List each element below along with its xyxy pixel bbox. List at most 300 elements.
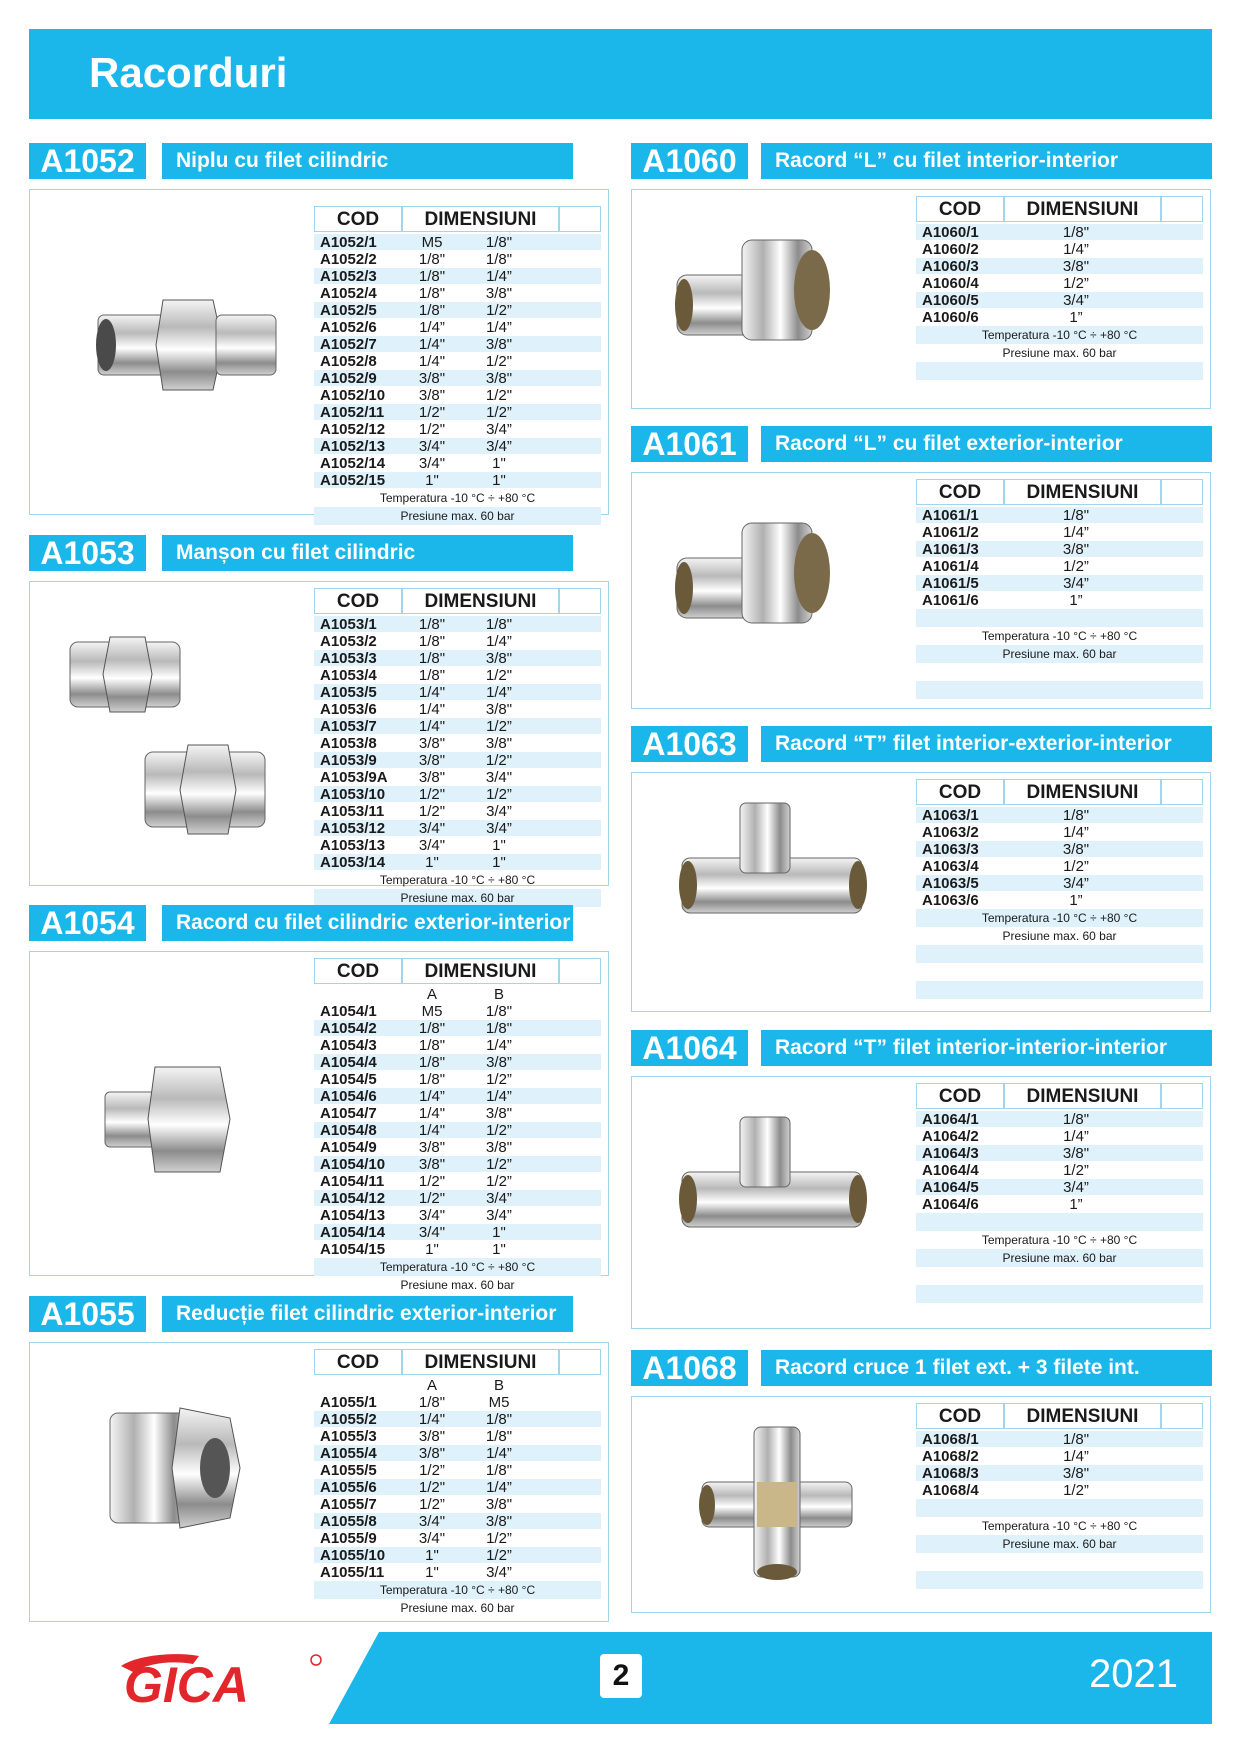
code-cell: A1055/11	[320, 1564, 385, 1581]
table-row	[314, 1122, 601, 1139]
code-cell: A1055/9	[320, 1530, 377, 1547]
dim-a-cell: 1/2”	[1063, 858, 1089, 875]
blank-row	[916, 1571, 1203, 1589]
dim-a-cell: 1/8"	[1062, 507, 1090, 524]
code-cell: A1054/13	[320, 1207, 386, 1224]
table-row	[314, 1411, 601, 1428]
dim-a-cell: 1/8"	[1062, 1431, 1090, 1448]
product-code-badge: A1061	[631, 426, 748, 462]
table-row	[314, 353, 601, 370]
temperature-note: Temperatura -10 °C ÷ +80 °C	[916, 909, 1203, 927]
code-cell: A1060/4	[922, 275, 979, 292]
dim-a-cell: 1/4”	[419, 319, 445, 336]
table-row	[916, 1179, 1203, 1196]
col-header-dimensiuni: DIMENSIUNI	[402, 588, 559, 614]
dim-b-cell: 1/2”	[486, 302, 512, 319]
col-header-empty	[559, 1349, 601, 1375]
dim-b-cell: 3/8"	[485, 1105, 513, 1122]
product-code-badge: A1055	[29, 1296, 146, 1332]
table-row	[314, 251, 601, 268]
table-row	[916, 275, 1203, 292]
code-cell: A1055/7	[320, 1496, 377, 1513]
dim-b-cell: 1/4”	[486, 1479, 512, 1496]
code-cell: A1054/2	[320, 1020, 377, 1037]
code-cell: A1061/3	[922, 541, 979, 558]
product-photo	[672, 1107, 872, 1262]
blank-row	[916, 1213, 1203, 1231]
dim-a-cell: 1/4"	[418, 1411, 446, 1428]
code-cell: A1068/2	[922, 1448, 979, 1465]
dim-a-cell: 3/4”	[1063, 1179, 1089, 1196]
table-row	[916, 1145, 1203, 1162]
product-box	[631, 1076, 1211, 1329]
blank-row	[916, 609, 1203, 627]
col-header-empty	[559, 206, 601, 232]
pressure-note: Presiune max. 60 bar	[916, 645, 1203, 663]
dim-a-cell: 1/4"	[418, 1105, 446, 1122]
dim-a-cell: 1”	[1069, 1196, 1083, 1213]
table-row	[916, 892, 1203, 909]
table-row	[916, 524, 1203, 541]
col-header-cod: COD	[916, 1083, 1004, 1109]
page-header-banner	[29, 29, 1212, 119]
product-photo	[88, 260, 288, 425]
table-row	[916, 824, 1203, 841]
dim-a-cell: 1/2"	[418, 421, 446, 438]
table-row	[314, 302, 601, 319]
dim-a-cell: 1/4"	[418, 718, 446, 735]
dim-a-cell: 1/2”	[419, 1496, 445, 1513]
pressure-note: Presiune max. 60 bar	[400, 1278, 515, 1292]
dim-a-cell: 3/4"	[418, 1530, 446, 1547]
dim-a-cell: 1/2"	[418, 1479, 446, 1496]
page-footer-banner	[29, 1632, 1212, 1724]
code-cell: A1063/6	[922, 892, 979, 909]
code-cell: A1064/1	[922, 1111, 979, 1128]
dim-b-cell: 1/2”	[486, 1156, 512, 1173]
code-cell: A1068/4	[922, 1482, 979, 1499]
dim-a-cell: 1/8"	[418, 251, 446, 268]
code-cell: A1061/4	[922, 558, 979, 575]
product-name: Niplu cu filet cilindric	[162, 143, 573, 179]
dim-a-cell: 1/2”	[1063, 1162, 1089, 1179]
dim-a-cell: 1/2"	[418, 786, 446, 803]
dim-a-cell: 1/2”	[1063, 1482, 1089, 1499]
brand-text: GICA	[124, 1657, 249, 1713]
dim-a-cell: 3/8"	[418, 752, 446, 769]
dim-b-cell: 1"	[492, 1224, 506, 1241]
dim-b-cell: 1/8"	[485, 234, 513, 251]
product-name: Racord “L” cu filet interior-interior	[761, 143, 1212, 179]
dim-b-cell: 1"	[492, 472, 506, 489]
dim-b-cell: 1/8"	[485, 251, 513, 268]
table-row	[314, 1139, 601, 1156]
dim-b-cell: 3/4”	[486, 820, 512, 837]
table-row	[314, 1105, 601, 1122]
code-cell: A1054/15	[320, 1241, 386, 1258]
dim-a-cell: 1/8"	[418, 285, 446, 302]
code-cell: A1060/3	[922, 258, 979, 275]
col-header-cod: COD	[916, 779, 1004, 805]
code-cell: A1052/4	[320, 285, 377, 302]
product-box	[631, 472, 1211, 709]
table-row	[314, 1462, 601, 1479]
table-row	[314, 472, 601, 489]
dim-a-cell: 1/8"	[418, 633, 446, 650]
product-photo	[50, 612, 280, 847]
code-cell: A1054/14	[320, 1224, 386, 1241]
dim-b-cell: 1/8"	[485, 616, 513, 633]
table-row	[314, 1224, 601, 1241]
dim-a-cell: M5	[421, 1003, 443, 1020]
product-box	[29, 1342, 609, 1622]
pressure-note: Presiune max. 60 bar	[400, 1601, 515, 1615]
dim-b-cell: 1/2"	[485, 752, 513, 769]
product-name: Racord “T” filet interior-exterior-interior	[761, 726, 1212, 762]
blank-row	[916, 362, 1203, 380]
dim-b-cell: 1/4”	[486, 268, 512, 285]
table-row	[916, 1196, 1203, 1213]
dim-a-cell: 3/8"	[418, 1445, 446, 1462]
col-header-dimensiuni: DIMENSIUNI	[1004, 196, 1161, 222]
dim-a-cell: 3/4”	[1063, 575, 1089, 592]
code-cell: A1053/4	[320, 667, 377, 684]
table-row	[916, 807, 1203, 824]
blank-row	[916, 981, 1203, 999]
pressure-note: Presiune max. 60 bar	[916, 1249, 1203, 1267]
blank-row	[916, 681, 1203, 699]
code-cell: A1060/6	[922, 309, 979, 326]
table-row	[314, 387, 601, 404]
table-row	[314, 268, 601, 285]
table-row	[916, 224, 1203, 241]
table-row	[916, 541, 1203, 558]
dim-a-cell: 1/8"	[418, 302, 446, 319]
dim-a-cell: 3/4"	[418, 438, 446, 455]
table-row	[314, 1207, 601, 1224]
code-cell: A1053/1	[320, 616, 377, 633]
temperature-note: Temperatura -10 °C ÷ +80 °C	[379, 873, 536, 887]
table-row	[314, 1020, 601, 1037]
dim-a-cell: 1"	[425, 472, 439, 489]
dim-a-cell: 3/4"	[418, 1513, 446, 1530]
dim-a-cell: 1/8"	[418, 650, 446, 667]
col-header-empty	[1161, 479, 1203, 505]
dim-b-cell: 1"	[492, 455, 506, 472]
product-box	[29, 189, 609, 523]
code-cell: A1053/7	[320, 718, 377, 735]
code-cell: A1061/1	[922, 507, 979, 524]
table-row	[314, 336, 601, 353]
dim-a-cell: 1/8"	[1062, 224, 1090, 241]
temperature-note: Temperatura -10 °C ÷ +80 °C	[981, 1233, 1138, 1247]
blank-row	[916, 1267, 1203, 1285]
gica-logo	[29, 1632, 379, 1724]
col-header-dimensiuni: DIMENSIUNI	[402, 206, 559, 232]
table-row	[314, 684, 601, 701]
product-name: Racord cruce 1 filet ext. + 3 filete int.	[761, 1350, 1212, 1386]
table-row	[916, 575, 1203, 592]
code-cell: A1064/2	[922, 1128, 979, 1145]
code-cell: A1053/12	[320, 820, 386, 837]
code-cell: A1053/2	[320, 633, 377, 650]
dim-a-cell: 1/2”	[1063, 275, 1089, 292]
dim-a-cell: 1/8"	[418, 667, 446, 684]
dim-b-cell: 1/4”	[486, 633, 512, 650]
table-row	[916, 507, 1203, 524]
dim-a-cell: 3/8"	[1062, 258, 1090, 275]
table-row	[314, 1088, 601, 1105]
code-cell: A1055/10	[320, 1547, 386, 1564]
dim-b-cell: 1/4”	[486, 1037, 512, 1054]
dim-a-cell: 1/8"	[418, 1071, 446, 1088]
dim-b-cell: 1/4”	[486, 1088, 512, 1105]
product-name: Manșon cu filet cilindric	[162, 535, 573, 571]
col-header-empty	[1161, 1083, 1203, 1109]
dim-a-cell: 3/4"	[418, 837, 446, 854]
code-cell: A1063/5	[922, 875, 979, 892]
code-cell: A1054/9	[320, 1139, 377, 1156]
table-row	[314, 1241, 601, 1258]
code-cell: A1054/12	[320, 1190, 386, 1207]
table-row	[314, 1173, 601, 1190]
blank-row	[916, 1589, 1203, 1607]
dim-b-cell: 3/4"	[485, 769, 513, 786]
dim-a-cell: 1"	[425, 1547, 439, 1564]
table-row	[916, 1482, 1203, 1499]
page-number: 2	[600, 1654, 642, 1698]
dim-b-cell: 3/4”	[486, 438, 512, 455]
dim-b-cell: 1/2"	[485, 353, 513, 370]
product-code-badge: A1052	[29, 143, 146, 179]
code-cell: A1052/6	[320, 319, 377, 336]
dim-a-cell: 1/4"	[418, 353, 446, 370]
table-row	[314, 854, 601, 871]
temperature-note: Temperatura -10 °C ÷ +80 °C	[916, 326, 1203, 344]
code-cell: A1053/14	[320, 854, 386, 871]
col-header-cod: COD	[314, 958, 402, 984]
code-cell: A1053/9	[320, 752, 377, 769]
dim-b-cell: 3/4”	[486, 1564, 512, 1581]
table-row	[916, 875, 1203, 892]
product-code-badge: A1053	[29, 535, 146, 571]
code-cell: A1052/1	[320, 234, 377, 251]
dim-a-cell: 1/4”	[1063, 824, 1089, 841]
dim-b-cell: 1/4”	[486, 319, 512, 336]
table-row	[314, 421, 601, 438]
code-cell: A1055/3	[320, 1428, 377, 1445]
table-row	[314, 820, 601, 837]
table-row	[314, 1547, 601, 1564]
table-row	[916, 1162, 1203, 1179]
pressure-note: Presiune max. 60 bar	[314, 507, 601, 525]
table-row	[314, 1003, 601, 1020]
blank-row	[916, 1499, 1203, 1517]
code-cell: A1053/11	[320, 803, 385, 820]
table-row	[314, 319, 601, 336]
dim-a-cell: 1/4”	[1063, 1128, 1089, 1145]
table-row	[314, 1564, 601, 1581]
code-cell: A1068/3	[922, 1465, 979, 1482]
dim-b-cell: 1/2”	[486, 718, 512, 735]
code-cell: A1052/12	[320, 421, 386, 438]
dim-b-cell: 1/2"	[485, 387, 513, 404]
code-cell: A1054/4	[320, 1054, 377, 1071]
product-code-badge: A1063	[631, 726, 748, 762]
col-header-dimensiuni: DIMENSIUNI	[1004, 1403, 1161, 1429]
table-row	[916, 258, 1203, 275]
dim-b-cell: 1/2”	[486, 786, 512, 803]
col-header-cod: COD	[314, 206, 402, 232]
code-cell: A1055/6	[320, 1479, 377, 1496]
code-cell: A1064/3	[922, 1145, 979, 1162]
ab-label-b: B	[493, 986, 504, 1003]
temperature-note: Temperatura -10 °C ÷ +80 °C	[314, 1581, 601, 1599]
temperature-note: Temperatura -10 °C ÷ +80 °C	[981, 1519, 1138, 1533]
table-row	[314, 1190, 601, 1207]
code-cell: A1054/5	[320, 1071, 377, 1088]
dim-a-cell: 1/2"	[418, 803, 446, 820]
product-box	[631, 1396, 1211, 1613]
code-cell: A1052/15	[320, 472, 386, 489]
dim-b-cell: 1/8"	[485, 1428, 513, 1445]
dim-b-cell: 3/8"	[485, 1496, 513, 1513]
table-row	[916, 558, 1203, 575]
code-cell: A1060/1	[922, 224, 979, 241]
dim-a-cell: 1/4”	[1063, 524, 1089, 541]
table-row	[314, 1156, 601, 1173]
dim-a-cell: 1/8"	[418, 1020, 446, 1037]
dim-b-cell: 3/8"	[485, 336, 513, 353]
dim-a-cell: 1/2"	[418, 404, 446, 421]
table-row	[916, 1128, 1203, 1145]
dim-a-cell: 1"	[425, 1564, 439, 1581]
table-row	[916, 1448, 1203, 1465]
dim-b-cell: 3/8"	[485, 650, 513, 667]
code-cell: A1053/5	[320, 684, 377, 701]
code-cell: A1053/13	[320, 837, 386, 854]
code-cell: A1055/2	[320, 1411, 377, 1428]
dim-a-cell: 1/4”	[419, 1088, 445, 1105]
dim-b-cell: 1/2”	[486, 1122, 512, 1139]
pressure-note: Presiune max. 60 bar	[916, 1535, 1203, 1553]
product-box	[631, 772, 1211, 1012]
code-cell: A1055/1	[320, 1394, 377, 1411]
table-row	[314, 633, 601, 650]
dim-b-cell: 3/8"	[485, 1139, 513, 1156]
product-code-badge: A1068	[631, 1350, 748, 1386]
dim-a-cell: 3/8"	[418, 387, 446, 404]
blank-row	[916, 1553, 1203, 1571]
table-row	[314, 701, 601, 718]
product-box	[631, 189, 1211, 409]
code-cell: A1054/3	[320, 1037, 377, 1054]
code-cell: A1052/5	[320, 302, 377, 319]
dim-a-cell: 1"	[425, 1241, 439, 1258]
code-cell: A1052/8	[320, 353, 377, 370]
temperature-note: Temperatura -10 °C ÷ +80 °C	[981, 629, 1138, 643]
dim-a-cell: 1/8"	[418, 1394, 446, 1411]
col-header-dimensiuni: DIMENSIUNI	[1004, 479, 1161, 505]
product-name: Racord “T” filet interior-interior-interior	[761, 1030, 1212, 1066]
table-row	[314, 1054, 601, 1071]
code-cell: A1054/11	[320, 1173, 385, 1190]
dim-b-cell: 1/2”	[486, 1530, 512, 1547]
product-box	[29, 951, 609, 1292]
table-row	[314, 1428, 601, 1445]
dim-a-cell: 1/4"	[418, 1122, 446, 1139]
table-row	[314, 837, 601, 854]
table-row	[314, 718, 601, 735]
table-row	[314, 803, 601, 820]
table-row	[314, 455, 601, 472]
code-cell: A1053/8	[320, 735, 377, 752]
dim-a-cell: 3/8"	[418, 769, 446, 786]
col-header-dimensiuni: DIMENSIUNI	[1004, 779, 1161, 805]
temperature-note: Temperatura -10 °C ÷ +80 °C	[379, 491, 536, 505]
code-cell: A1061/6	[922, 592, 979, 609]
dim-b-cell: 1/4”	[486, 684, 512, 701]
table-row	[916, 292, 1203, 309]
dim-a-cell: 3/4"	[418, 1207, 446, 1224]
table-row	[314, 234, 601, 251]
code-cell: A1052/3	[320, 268, 377, 285]
product-name: Reducție filet cilindric exterior-interior	[162, 1296, 573, 1332]
col-header-cod: COD	[314, 1349, 402, 1375]
dim-a-cell: 1/8"	[418, 268, 446, 285]
dim-a-cell: 1”	[1069, 892, 1083, 909]
code-cell: A1052/14	[320, 455, 386, 472]
dim-a-cell: 3/8"	[418, 1156, 446, 1173]
ab-label-b: B	[493, 1377, 504, 1394]
dim-a-cell: 3/8"	[1062, 841, 1090, 858]
code-cell: A1054/8	[320, 1122, 377, 1139]
code-cell: A1055/8	[320, 1513, 377, 1530]
dim-a-cell: M5	[421, 234, 443, 251]
table-row	[314, 616, 601, 633]
dim-b-cell: 1/2”	[486, 1547, 512, 1564]
dim-b-cell: 3/8"	[485, 1513, 513, 1530]
code-cell: A1052/2	[320, 251, 377, 268]
dim-b-cell: 1/2”	[486, 1071, 512, 1088]
dim-a-cell: 1/2"	[418, 1173, 446, 1190]
code-cell: A1060/5	[922, 292, 979, 309]
code-cell: A1054/6	[320, 1088, 377, 1105]
dim-b-cell: 3/8”	[486, 1054, 512, 1071]
dim-a-cell: 1/2"	[418, 1190, 446, 1207]
table-row	[314, 1071, 601, 1088]
product-photo	[692, 1417, 862, 1592]
dim-a-cell: 3/4"	[418, 820, 446, 837]
col-header-cod: COD	[314, 588, 402, 614]
table-row	[916, 1431, 1203, 1448]
dim-b-cell: 1"	[492, 854, 506, 871]
col-header-dimensiuni: DIMENSIUNI	[1004, 1083, 1161, 1109]
page-title: Racorduri	[89, 49, 288, 96]
blank-row	[916, 1303, 1203, 1321]
blank-row	[916, 1285, 1203, 1303]
col-header-empty	[559, 588, 601, 614]
ab-subheader-row	[314, 1377, 601, 1394]
table-row	[314, 786, 601, 803]
code-cell: A1052/11	[320, 404, 385, 421]
code-cell: A1054/7	[320, 1105, 377, 1122]
dim-a-cell: 1”	[1069, 309, 1083, 326]
code-cell: A1055/5	[320, 1462, 377, 1479]
dim-b-cell: 1/2"	[485, 667, 513, 684]
table-row	[916, 1111, 1203, 1128]
table-row	[314, 404, 601, 421]
